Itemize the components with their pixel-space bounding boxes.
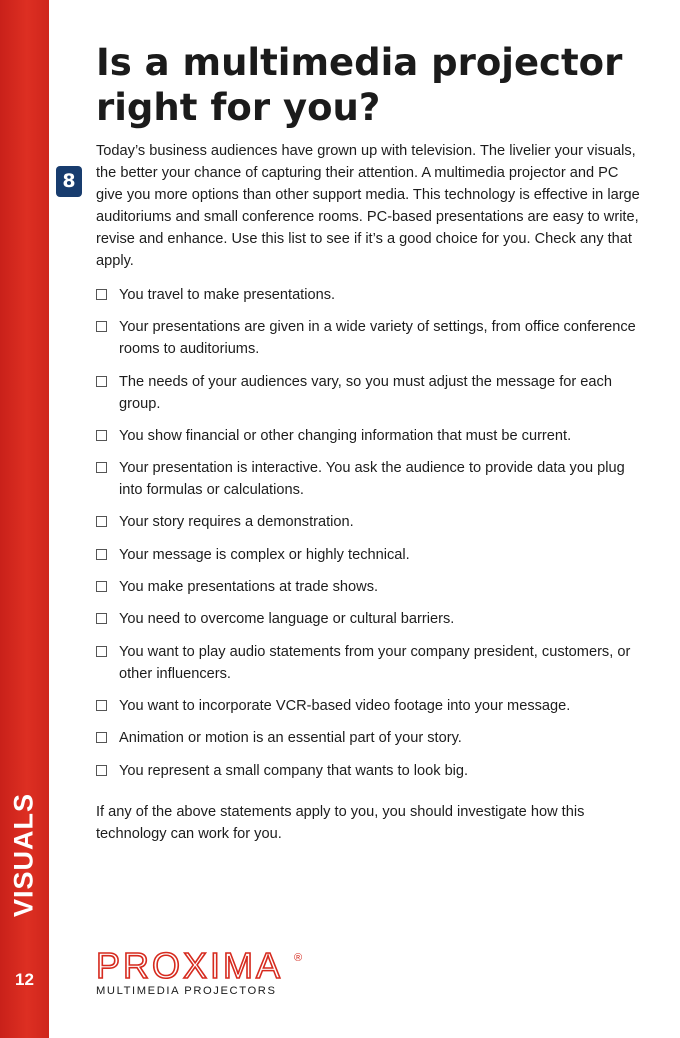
checklist-item-text: Your story requires a demonstration. [119, 514, 354, 531]
checkbox[interactable] [96, 549, 107, 560]
closing-paragraph: If any of the above statements apply to you, you should investigate how this technology can work for you. [96, 804, 585, 842]
checklist-item-text: You travel to make presentations. [119, 287, 336, 303]
checklist-item-text: You need to overcome language or cultural barriers. [119, 611, 455, 628]
checkbox[interactable] [96, 321, 107, 332]
checklist-item [96, 316, 641, 360]
logo-wordmark: PROXIMA [96, 945, 284, 986]
checklist-item [96, 425, 641, 447]
page-number: 12 [15, 970, 34, 989]
checklist-item [96, 284, 641, 306]
checklist-item [96, 457, 641, 501]
checklist-item [96, 727, 641, 749]
checklist-item [96, 760, 641, 782]
checklist-item-text: The needs of your audiences vary, so you must adjust the message for each group. [119, 373, 612, 412]
checklist-item [96, 576, 641, 598]
checklist-item-text: Your message is complex or highly technical. [119, 546, 410, 563]
step-number-badge: 8 [56, 166, 82, 197]
checkbox[interactable] [96, 430, 107, 441]
checkbox[interactable] [96, 732, 107, 743]
checklist-item-text: Your presentations are given in a wide variety of settings, from office conference rooms to auditoriums. [119, 319, 636, 358]
checkbox[interactable] [96, 289, 107, 300]
logo-tagline: MULTIMEDIA PROJECTORS [96, 985, 277, 997]
checklist-item [96, 511, 641, 533]
checkbox[interactable] [96, 765, 107, 776]
checklist-item-text: Animation or motion is an essential part of your story. [119, 730, 462, 747]
section-label: VISUALS [8, 792, 39, 918]
checklist-item [96, 608, 641, 630]
intro-paragraph: Today’s business audiences have grown up with television. The livelier your visuals, the better your chance of capturing their attention. A multimedia projector and PC give you more options than other support media. This technology is effective in large auditoriums and small conference rooms. PC-based presentations are easy to write, revise and enhance. Use this list to see if it’s a good choice for you. Check any that apply. [96, 143, 640, 269]
checkbox[interactable] [96, 462, 107, 473]
checklist-item [96, 695, 641, 717]
checklist-item-text: You make presentations at trade shows. [119, 579, 379, 596]
checklist-item-text: Your presentation is interactive. You ask the audience to provide data you plug into formulas or calculations. [119, 460, 625, 499]
checkbox[interactable] [96, 700, 107, 711]
checkbox[interactable] [96, 516, 107, 527]
checklist-item [96, 544, 641, 566]
checkbox[interactable] [96, 646, 107, 657]
page-title: Is a multimedia projector right for you? [96, 41, 623, 129]
checklist-item [96, 371, 641, 415]
checklist-item-text: You represent a small company that wants to look big. [119, 762, 469, 779]
checkbox[interactable] [96, 581, 107, 592]
checkbox[interactable] [96, 376, 107, 387]
checklist-item-text: You show financial or other changing information that must be current. [119, 427, 572, 444]
side-color-band [0, 0, 49, 1038]
checklist-item-text: You want to incorporate VCR-based video footage into your message. [119, 697, 571, 714]
checkbox[interactable] [96, 613, 107, 624]
checklist [96, 284, 641, 792]
checklist-item-text: You want to play audio statements from your company president, customers, or other influencers. [119, 643, 631, 682]
registered-mark: ® [294, 952, 303, 964]
proxima-logo [96, 945, 316, 997]
checklist-item [96, 641, 641, 685]
